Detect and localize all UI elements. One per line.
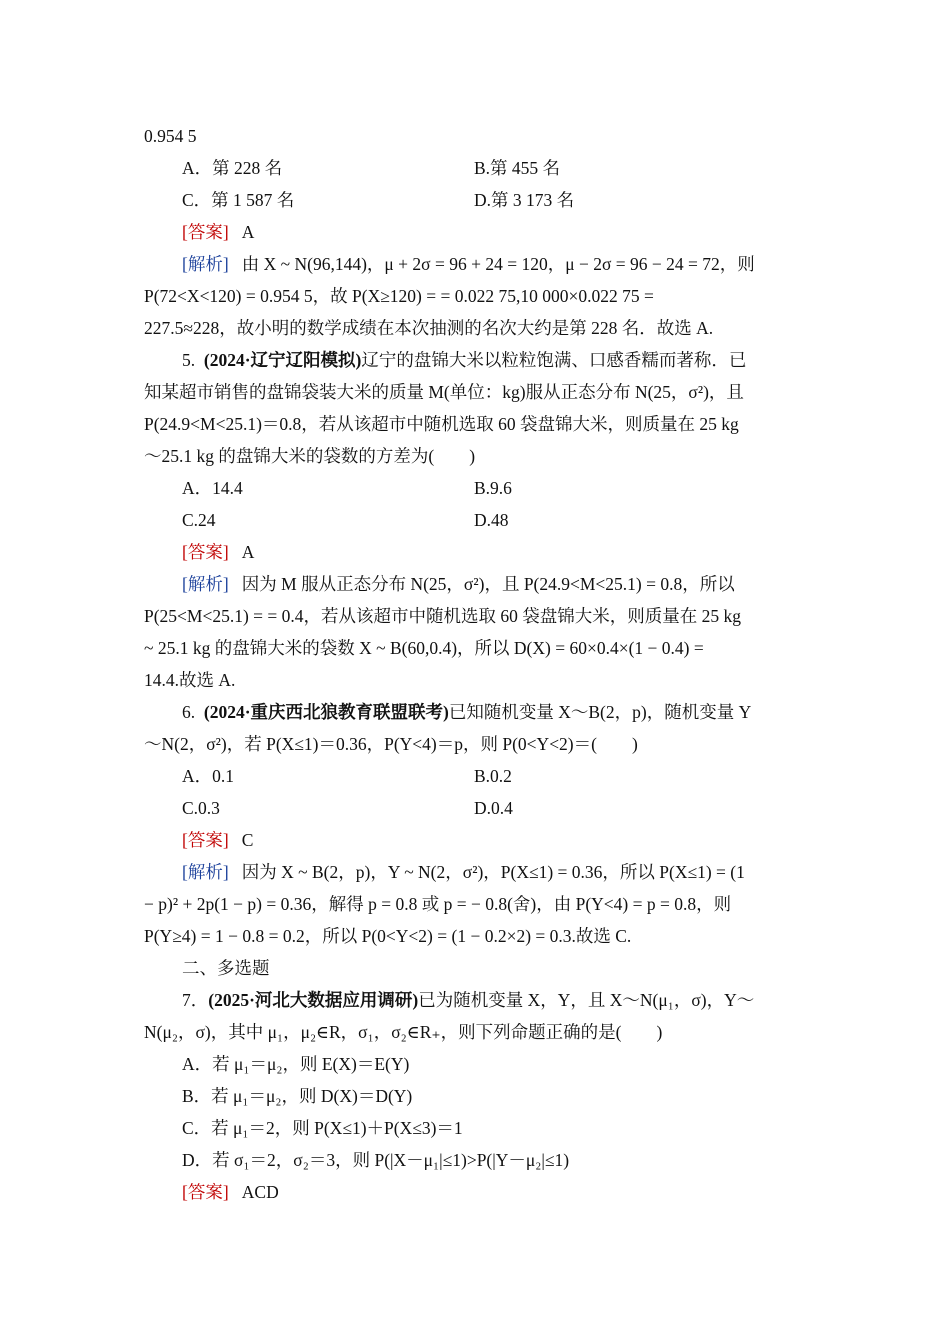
q7-stem-l2: N(μ₂，σ)，其中 μ₁，μ₂∈R，σ₁，σ₂∈R₊，则下列命题正确的是( )	[144, 1022, 663, 1042]
q7-source: (2025·河北大数据应用调研)	[208, 990, 419, 1010]
q4-option-c: C．第 1 587 名	[182, 190, 295, 210]
q6-analysis-l3: P(Y≥4) = 1 − 0.8 = 0.2，所以 P(0<Y<2) = (1 − 0.2×2) = 0.3.故选 C.	[144, 926, 632, 946]
analysis-tag: 解析	[187, 862, 223, 882]
q5-option-a: A．14.4	[182, 478, 243, 498]
q4-analysis-l2: P(72<X<120) = 0.954 5，故 P(X≥120) = = 0.022 75,10 000×0.022 75 =	[144, 286, 654, 306]
q5-number: 5.	[182, 350, 196, 370]
q5-stem-l4: ～25.1 kg 的盘锦大米的袋数的方差为( )	[144, 446, 476, 466]
answer-tag: 答案	[187, 542, 223, 562]
q6-number: 6.	[182, 702, 196, 722]
answer-tag: 答案	[187, 830, 223, 850]
q5-option-d: D.48	[474, 510, 509, 530]
q5-answer: A	[241, 542, 255, 562]
q6-stem-l2: ～N(2，σ²)，若 P(X≤1)＝0.36，P(Y<4)＝p，则 P(0<Y<2)＝( )	[144, 734, 638, 754]
q5-stem-l3: P(24.9<M<25.1)＝0.8，若从该超市中随机选取 60 袋盘锦大米，则质量在 25 kg	[144, 414, 739, 434]
q4-analysis-l1: 由 X ~ N(96,144)，μ + 2σ = 96 + 24 = 120，μ − 2σ = 96 − 24 = 72，则	[241, 254, 755, 274]
q7-stem-l1: 已为随机变量 X，Y，且 X～N(μ₁，σ)，Y～	[418, 990, 755, 1010]
q7-option-b: B．若 μ₁＝μ₂，则 D(X)＝D(Y)	[182, 1086, 413, 1106]
answer-tag: 答案	[187, 1182, 223, 1202]
q7-option-a: A．若 μ₁＝μ₂，则 E(X)＝E(Y)	[182, 1054, 410, 1074]
q6-option-b: B.0.2	[474, 766, 512, 786]
q6-stem-row	[182, 700, 751, 724]
q6-option-c: C.0.3	[182, 798, 220, 818]
q6-answer: C	[241, 830, 254, 850]
q4-analysis-l3: 227.5≈228，故小明的数学成绩在本次抽测的名次大约是第 228 名．故选 A.	[144, 318, 714, 338]
q5-analysis-l2: P(25<M<25.1) = = 0.4，若从该超市中随机选取 60 袋盘锦大米，则质量在 25 kg	[144, 606, 742, 626]
q6-answer-row: [答案] C	[182, 830, 254, 850]
q5-analysis-l3: ~ 25.1 kg 的盘锦大米的袋数 X ~ B(60,0.4)，所以 D(X) = 60×0.4×(1 − 0.4) =	[144, 638, 704, 658]
q6-analysis-l1: 因为 X ~ B(2，p)，Y ~ N(2，σ²)，P(X≤1) = 0.36，所以 P(X≤1) = (1	[241, 862, 745, 882]
q5-stem-l2: 知某超市销售的盘锦袋装大米的质量 M(单位：kg)服从正态分布 N(25，σ²)，且	[144, 382, 744, 402]
analysis-tag: 解析	[187, 254, 223, 274]
q7-answer-row: [答案] ACD	[182, 1182, 279, 1202]
q6-analysis-l2: − p)² + 2p(1 − p) = 0.36，解得 p = 0.8 或 p = − 0.8(舍)，由 P(Y<4) = p = 0.8，则	[144, 894, 732, 914]
q6-option-d: D.0.4	[474, 798, 513, 818]
q5-analysis-l4: 14.4.故选 A.	[144, 670, 236, 690]
q5-analysis-row: [解析] 因为 M 服从正态分布 N(25，σ²)，且 P(24.9<M<25.1) = 0.8，所以	[182, 574, 735, 594]
q5-stem-l1: 辽宁的盘锦大米以粒粒饱满、口感香糯而著称．已	[361, 350, 747, 370]
answer-tag: 答案	[187, 222, 223, 242]
q4-analysis-row: [解析] 由 X ~ N(96,144)，μ + 2σ = 96 + 24 = 120，μ − 2σ = 96 − 24 = 72，则	[182, 254, 755, 274]
q6-source: (2024·重庆西北狼教育联盟联考)	[203, 702, 449, 722]
q7-stem-row	[182, 988, 754, 1012]
q7-option-d: D．若 σ₁＝2，σ₂＝3，则 P(|X－μ₁|≤1)>P(|Y－μ₂|≤1)	[182, 1150, 570, 1170]
q4-option-a: A．第 228 名	[182, 158, 283, 178]
q5-analysis-l1: 因为 M 服从正态分布 N(25，σ²)，且 P(24.9<M<25.1) = 0.8，所以	[241, 574, 735, 594]
q6-stem-l1: 已知随机变量 X～B(2，p)，随机变量 Y	[448, 702, 752, 722]
q5-stem-row	[182, 348, 746, 372]
section-heading: 二、多选题	[182, 958, 270, 978]
q4-cont: 0.954 5	[144, 126, 197, 146]
q4-option-d: D.第 3 173 名	[474, 190, 575, 210]
q4-answer: A	[241, 222, 255, 242]
q7-option-c: C．若 μ₁＝2，则 P(X≤1)＋P(X≤3)＝1	[182, 1118, 463, 1138]
q7-answer: ACD	[241, 1182, 279, 1202]
q6-analysis-row: [解析] 因为 X ~ B(2，p)，Y ~ N(2，σ²)，P(X≤1) = 0.36，所以 P(X≤1) = (1	[182, 862, 745, 882]
q7-number: 7．	[182, 990, 209, 1010]
q6-option-a: A．0.1	[182, 766, 235, 786]
q5-answer-row: [答案] A	[182, 542, 255, 562]
q4-answer-row: [答案] A	[182, 222, 255, 242]
q4-option-b: B.第 455 名	[474, 158, 561, 178]
q5-source: (2024·辽宁辽阳模拟)	[203, 350, 362, 370]
analysis-tag: 解析	[187, 574, 223, 594]
q5-option-b: B.9.6	[474, 478, 512, 498]
q5-option-c: C.24	[182, 510, 216, 530]
